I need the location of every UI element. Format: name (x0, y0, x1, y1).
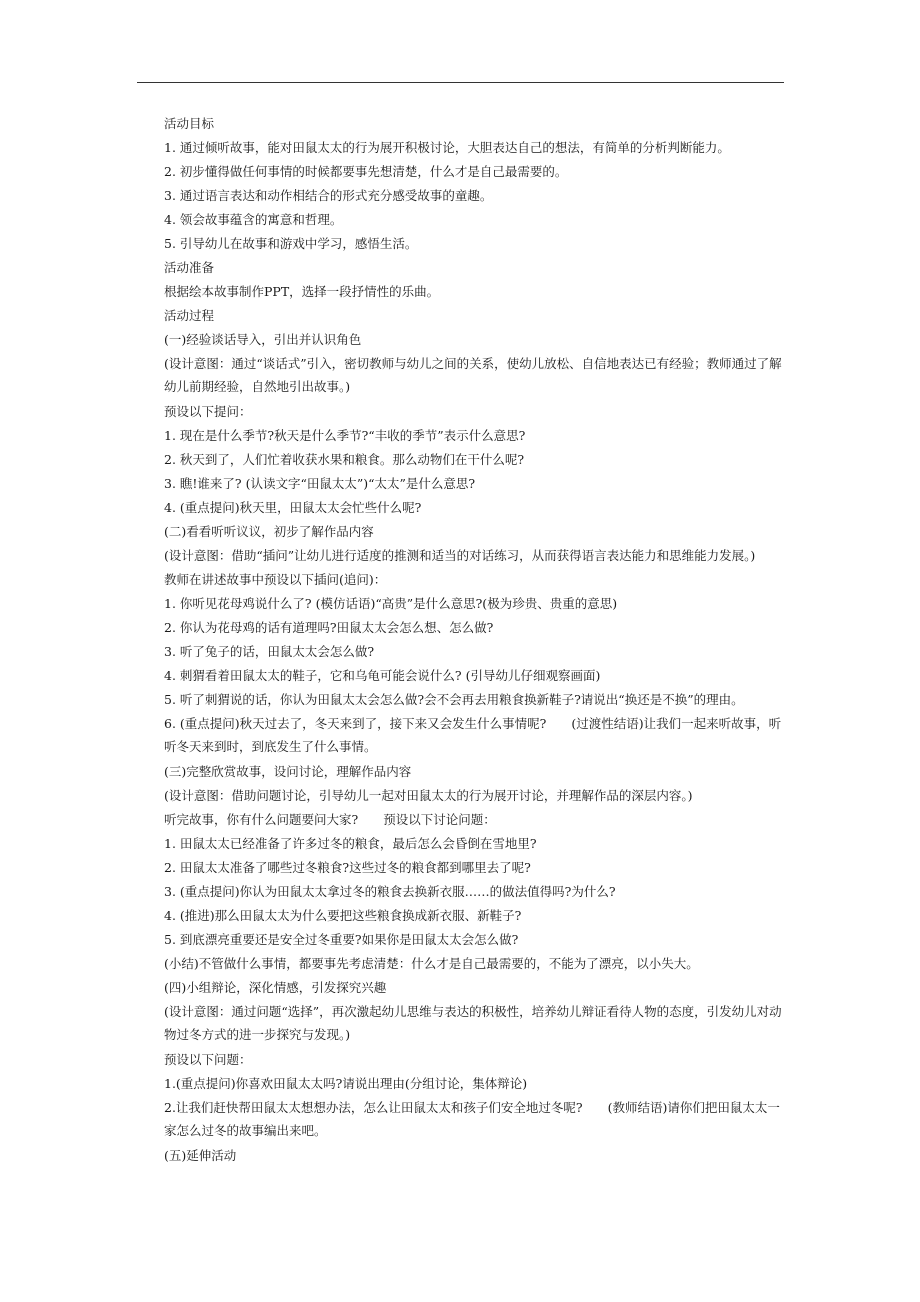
question-item: 6. (重点提问)秋天过去了，冬天来到了，接下来又会发生什么事情呢? (过渡性结语)让我们一起来听故事，听听冬天来到时，到底发生了什么事情。 (164, 716, 782, 754)
subsection-heading: (二)看看听听议议，初步了解作品内容 (164, 524, 374, 539)
question-item: 3. 瞧!谁来了? (认读文字“田鼠太太”)“太太”是什么意思? (164, 476, 476, 491)
paragraph: 根据绘本故事制作PPT，选择一段抒情性的乐曲。 (164, 284, 440, 299)
question-item: 1.(重点提问)你喜欢田鼠太太吗?请说出理由(分组讨论，集体辩论) (164, 1076, 528, 1091)
question-item: 1. 现在是什么季节?秋天是什么季节?“丰收的季节”表示什么意思? (164, 428, 526, 443)
goal-item: 5. 引导幼儿在故事和游戏中学习，感悟生活。 (164, 236, 418, 251)
question-item: 4. (重点提问)秋天里，田鼠太太会忙些什么呢? (164, 500, 422, 515)
question-item: 1. 田鼠太太已经准备了许多过冬的粮食，最后怎么会昏倒在雪地里? (164, 836, 537, 851)
subsection-heading: (一)经验谈话导入，引出并认识角色 (164, 332, 362, 347)
subsection-heading: (三)完整欣赏故事，设问讨论，理解作品内容 (164, 764, 412, 779)
question-item: 1. 你听见花母鸡说什么了? (模仿话语)“高贵”是什么意思?(极为珍贵、贵重的意思) (164, 596, 618, 611)
paragraph: 预设以下问题： (164, 1052, 252, 1067)
paragraph: 预设以下提问： (164, 404, 252, 419)
goal-item: 2. 初步懂得做任何事情的时候都要事先想清楚，什么才是自己最需要的。 (164, 164, 568, 179)
question-item: 3. (重点提问)你认为田鼠太太拿过冬的粮食去换新衣服……的做法值得吗?为什么? (164, 884, 616, 899)
summary: (小结)不管做什么事情，都要事先考虑清楚：什么才是自己最需要的，不能为了漂亮，以小失大。 (164, 956, 699, 971)
question-item: 2. 田鼠太太准备了哪些过冬粮食?这些过冬的粮食都到哪里去了呢? (164, 860, 531, 875)
question-item: 3. 听了兔子的话，田鼠太太会怎么做? (164, 644, 375, 659)
design-intent: (设计意图：借助“插问”让幼儿进行适度的推测和适当的对话练习，从而获得语言表达能力和思维能力发展。) (164, 548, 756, 563)
question-item: 5. 到底漂亮重要还是安全过冬重要?如果你是田鼠太太会怎么做? (164, 932, 519, 947)
design-intent: (设计意图：通过问题“选择”，再次激起幼儿思维与表达的积极性，培养幼儿辩证看待人物的态度，引发幼儿对动物过冬方式的进一步探究与发现。) (164, 1004, 782, 1042)
design-intent: (设计意图：借助问题讨论，引导幼儿一起对田鼠太太的行为展开讨论，并理解作品的深层内容。) (164, 788, 693, 803)
section-heading: 活动目标 (164, 116, 215, 131)
paragraph: 教师在讲述故事中预设以下插问(追问)： (164, 572, 387, 587)
subsection-heading: (五)延伸活动 (164, 1148, 237, 1163)
question-item: 2. 秋天到了，人们忙着收获水果和粮食。那么动物们在干什么呢? (164, 452, 525, 467)
header-rule (137, 82, 784, 83)
question-item: 2. 你认为花母鸡的话有道理吗?田鼠太太会怎么想、怎么做? (164, 620, 494, 635)
section-heading: 活动过程 (164, 308, 215, 323)
section-heading: 活动准备 (164, 260, 215, 275)
design-intent: (设计意图：通过“谈话式”引入，密切教师与幼儿之间的关系，使幼儿放松、自信地表达已有经验；教师通过了解幼儿前期经验，自然地引出故事。) (164, 356, 782, 394)
question-item: 2.让我们赶快帮田鼠太太想想办法，怎么让田鼠太太和孩子们安全地过冬呢? (教师结语)请你们把田鼠太太一家怎么过冬的故事编出来吧。 (164, 1100, 780, 1138)
goal-item: 1. 通过倾听故事，能对田鼠太太的行为展开积极讨论，大胆表达自己的想法，有简单的分析判断能力。 (164, 140, 730, 155)
goal-item: 3. 通过语言表达和动作相结合的形式充分感受故事的童趣。 (164, 188, 493, 203)
paragraph: 听完故事，你有什么问题要问大家? 预设以下讨论问题： (164, 812, 496, 827)
question-item: 4. 刺猬看着田鼠太太的鞋子，它和乌龟可能会说什么? (引导幼儿仔细观察画面) (164, 668, 601, 683)
question-item: 5. 听了刺猬说的话，你认为田鼠太太会怎么做?会不会再去用粮食换新鞋子?请说出“换还是不换”的理由。 (164, 692, 744, 707)
question-item: 4. (推进)那么田鼠太太为什么要把这些粮食换成新衣服、新鞋子? (164, 908, 522, 923)
goal-item: 4. 领会故事蕴含的寓意和哲理。 (164, 212, 343, 227)
subsection-heading: (四)小组辩论，深化情感，引发探究兴趣 (164, 980, 387, 995)
